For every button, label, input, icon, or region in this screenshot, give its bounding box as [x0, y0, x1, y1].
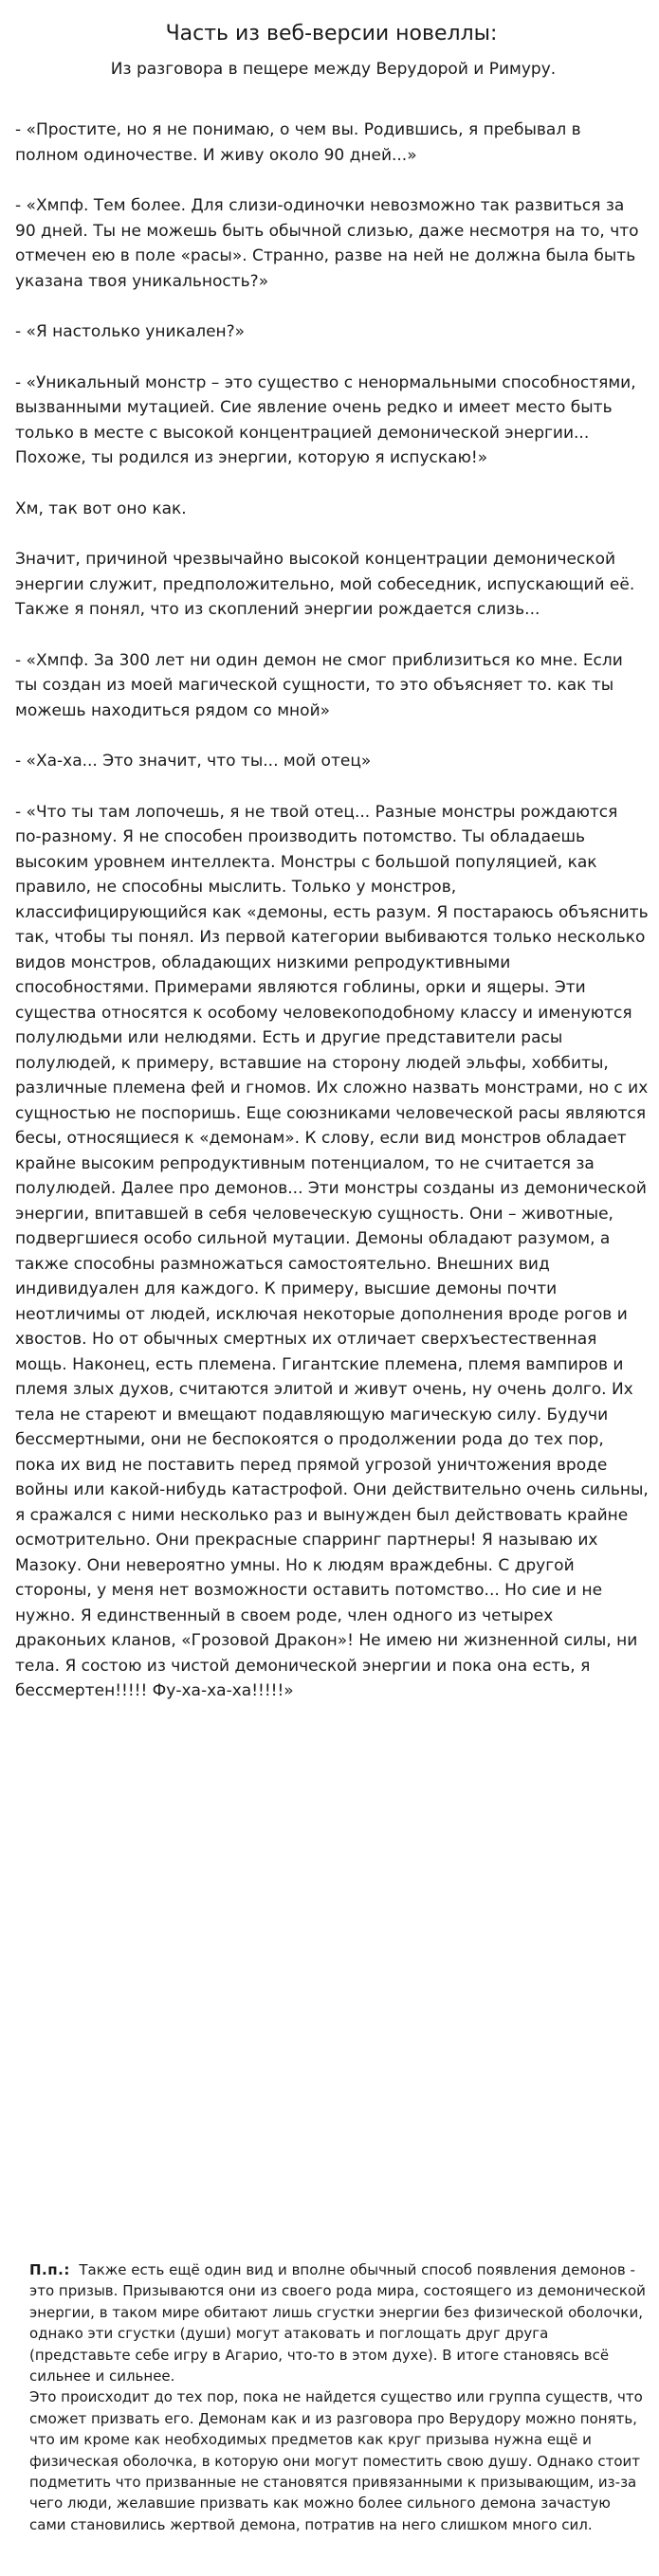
page-subtitle: Из разговора в пещере между Верудорой и Римуру. — [110, 60, 557, 79]
note-paragraph — [29, 2259, 646, 2386]
paragraph: - «Ха-ха... Это значит, что ты... мой отец» — [15, 752, 372, 771]
paragraph: - «Уникальный монстр – это существо с ненормальными способностями, вызванными мутацией. Сие явление очень редко и имеет место быть только в месте с высокой концентрацией демонической энергии... Похоже, ты родился из энергии, которую я испускаю!» — [15, 372, 636, 467]
paragraph: - «Хмпф. Тем более. Для слизи-одиночки невозможно так развиться за 90 дней. Ты не можешь быть обычной слизью, даже несмотря на то, что отмечен ею в поле «расы». Странно, разве на ней не должна была быть указана твоя уникальность?» — [15, 196, 639, 291]
paragraph: - «Хмпф. За 300 лет ни один демон не смог приблизиться ко мне. Если ты создан из моей магической сущности, то это объясняет то. как ты можешь находиться рядом со мной» — [15, 650, 623, 720]
page-title: Часть из веб-версии новеллы: — [165, 22, 498, 45]
paragraph: - «Что ты там лопочешь, я не твой отец... Разные монстры рождаются по-разному. Я не способен производить потомство. Ты обладаешь высоким уровнем интеллекта. Монстры с большой популяцией, как правило, не способны мыслить. Только у монстров, классифицирующийся как «демоны, есть разум. Я постараюсь объяснить так, чтобы ты понял. Из первой категории выбиваются только несколько видов монстров, обладающих низкими репродуктивными способностями. Примерами являются гоблины, орки и ящеры. Эти существа относятся к особому человекоподобному классу и именуются полулюдьми или нелюдями. Есть и другие представители расы полулюдей, к примеру, вставшие на сторону людей эльфы, хоббиты, различные племена фей и гномов. Их сложно назвать монстрами, но с их сущностью не поспоришь. Еще союзниками человеческой расы являются бесы, относящиеся к «демонам». К слову, если вид монстров обладает крайне высоким репродуктивным потенциалом, то не считается за полулюдей. Далее про демонов... Эти монстры созданы из демонической энергии, впитавшей в себя человеческую сущность. Они – животные, подвергшиеся особо сильной мутации. Демоны обладают разумом, а также способны размножаться самостоятельно. Внешних вид индивидуален для каждого. К примеру, высшие демоны почти неотличимы от людей, исключая некоторые дополнения вроде рогов и хвостов. Но от обычных смертных их отличает сверхъестественная мощь. Наконец, есть племена. Гигантские племена, племя вампиров и племя злых духов, считаются элитой и живут очень, ну очень долго. Их тела не стареют и вмещают подавляющую магическую силу. Будучи бессмертными, они не беспокоятся о продолжении рода до тех пор, пока их вид не поставить перед прямой угрозой уничтожения вроде войны или какой-нибудь катастрофой. Они действительно очень сильны, я сражался с ними несколько раз и вынужден был действовать крайне осмотрительно. Они прекрасные спарринг партнеры! Я называю их Мазоку. Они невероятно умны. Но к людям враждебны. С другой стороны, у меня нет возможности оставить потомство... Но сие и не нужно. Я единственный в своем роде, член одного из четырех драконьих кланов, «Грозовой Дракон»! Не имею ни жизненной силы, ни тела. Я состою из чистой демонической энергии и пока она есть, я бессмертен!!!!! Фу-ха-ха-ха!!!!!» — [15, 802, 649, 1700]
note-label: П.п.: — [29, 2261, 70, 2278]
paragraph: Значит, причиной чрезвычайно высокой концентрации демонической энергии служит, предположительно, мой собеседник, испускающий её. Также я понял, что из скоплений энергии рождается слизь... — [15, 550, 635, 619]
translator-note — [29, 2259, 646, 2535]
note-text: Также есть ещё один вид и вполне обычный способ появления демонов - это призыв. Призываются они из своего рода мира, состоящего из демонической энергии, в таком мире обитают лишь сгустки энергии без физической оболочки, однако эти сгустки (души) могут атаковать и поглощать друг друга (представьте себе игру в Агарио, что-то в этом духе). В итоге становясь всё сильнее и сильнее. — [29, 2261, 646, 2386]
paragraph: - «Я настолько уникален?» — [15, 322, 246, 341]
paragraph: - «Простите, но я не понимаю, о чем вы. Родившись, я пребывал в полном одиночестве. И живу около 90 дней...» — [15, 120, 581, 165]
dialogue-text — [15, 118, 649, 1723]
note-paragraph: Это происходит до тех пор, пока не найдется существо или группа существ, что сможет призвать его. Демонам как и из разговора про Верудору можно понять, что им кроме как необходимых предметов как круг призыва нужна ещё и физическая оболочка, в которую они могут поместить свою душу. Однако стоит подметить что призванные не становятся привязанными к призывающим, из-за чего люди, желавшие призвать как можно более сильного демона зачастую сами становились жертвой демона, потратив на него слишком много сил. — [29, 2388, 643, 2533]
paragraph: Хм, так вот оно как. — [15, 499, 187, 518]
